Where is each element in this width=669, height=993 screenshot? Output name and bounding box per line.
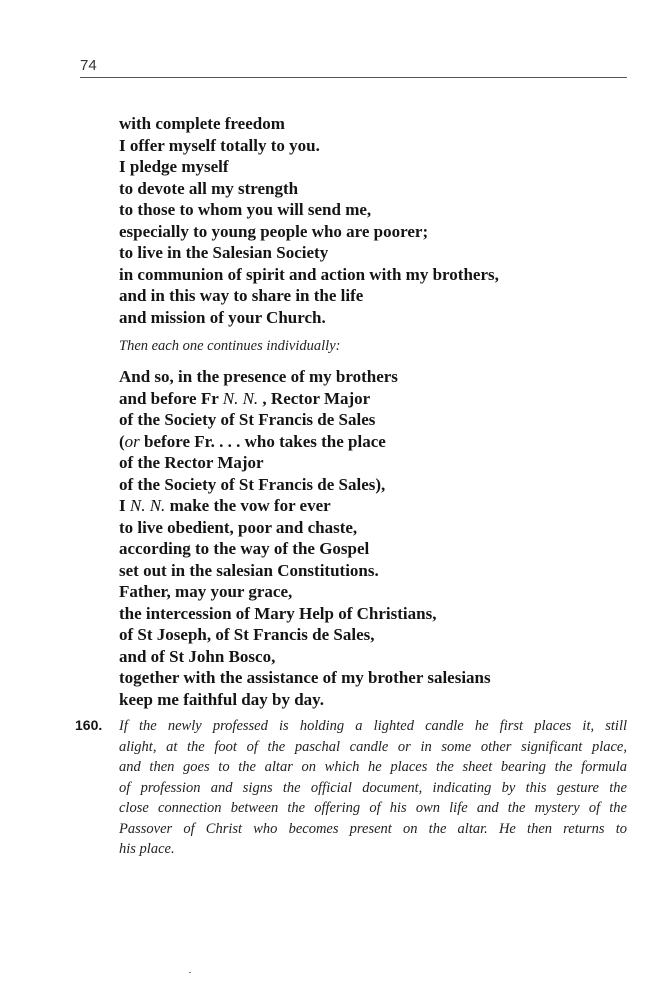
paragraph-line: his place.	[119, 841, 175, 857]
paragraph-line: Passover of Christ who becomes present on the altar. He then returns to	[119, 820, 627, 837]
paragraph-line: alight, at the foot of the paschal candle or in some other significant place,	[119, 738, 627, 755]
page-number: 74	[80, 57, 97, 74]
name-placeholder: N. N.	[222, 388, 259, 408]
vow-fragment: make the vow for ever	[165, 496, 331, 515]
vow-line: in communion of spirit and action with my brothers,	[119, 264, 499, 284]
vow-line: of St Joseph, of St Francis de Sales,	[119, 625, 375, 644]
vow-line: together with the assistance of my brother salesians	[119, 668, 491, 687]
vow-line: set out in the salesian Constitutions.	[119, 560, 379, 580]
name-placeholder: N. N.	[129, 496, 166, 515]
or-word: or	[124, 431, 140, 451]
vow-line: I offer myself totally to you.	[119, 135, 320, 155]
vow-line	[119, 388, 491, 410]
vow-line: according to the way of the Gospel	[119, 539, 370, 558]
vow-text-part1	[119, 113, 499, 328]
paragraph-text	[119, 716, 627, 860]
vow-line: I pledge myself	[119, 157, 229, 176]
vow-line: with complete freedom	[119, 114, 285, 133]
vow-line: and in this way to share in the life	[119, 286, 364, 305]
vow-line	[119, 495, 491, 517]
vow-line: of the Society of St Francis de Sales	[119, 410, 376, 429]
vow-line: And so, in the presence of my brothers	[119, 367, 398, 386]
vow-line: the intercession of Mary Help of Christians,	[119, 603, 437, 623]
vow-fragment: and before Fr	[119, 388, 223, 408]
vow-line: to live in the Salesian Society	[119, 243, 329, 262]
vow-fragment: I	[119, 496, 130, 515]
vow-fragment: (	[119, 431, 125, 451]
paragraph-line: If the newly professed is holding a lighted candle he first places it, still	[119, 718, 627, 734]
scan-speck	[189, 972, 191, 973]
vow-line	[119, 431, 491, 453]
vow-line: and of St John Bosco,	[119, 646, 276, 666]
vow-line: and mission of your Church.	[119, 307, 326, 327]
header-rule	[80, 77, 627, 78]
vow-fragment: before Fr. . . . who takes the place	[139, 431, 386, 451]
vow-line: especially to young people who are poorer;	[119, 221, 429, 241]
vow-line: of the Rector Major	[119, 453, 264, 472]
paragraph-number: 160.	[75, 717, 103, 733]
vow-line: Father, may your grace,	[119, 582, 293, 601]
paragraph-line: of profession and signs the official document, indicating by this gesture the	[119, 779, 627, 796]
paragraph-line: and then goes to the altar on which he places the sheet bearing the formula	[119, 759, 627, 775]
vow-line: to live obedient, poor and chaste,	[119, 517, 358, 537]
paragraph-line: close connection between the offering of his own life and the mystery of the	[119, 800, 627, 816]
vow-fragment: , Rector Major	[258, 388, 371, 408]
rubric-instruction: Then each one continues individually:	[119, 338, 341, 354]
vow-line: keep me faithful day by day.	[119, 689, 324, 709]
vow-line: to those to whom you will send me,	[119, 200, 372, 219]
vow-line: to devote all my strength	[119, 178, 299, 198]
vow-line: of the Society of St Francis de Sales),	[119, 474, 386, 494]
vow-text-part2	[119, 366, 491, 710]
